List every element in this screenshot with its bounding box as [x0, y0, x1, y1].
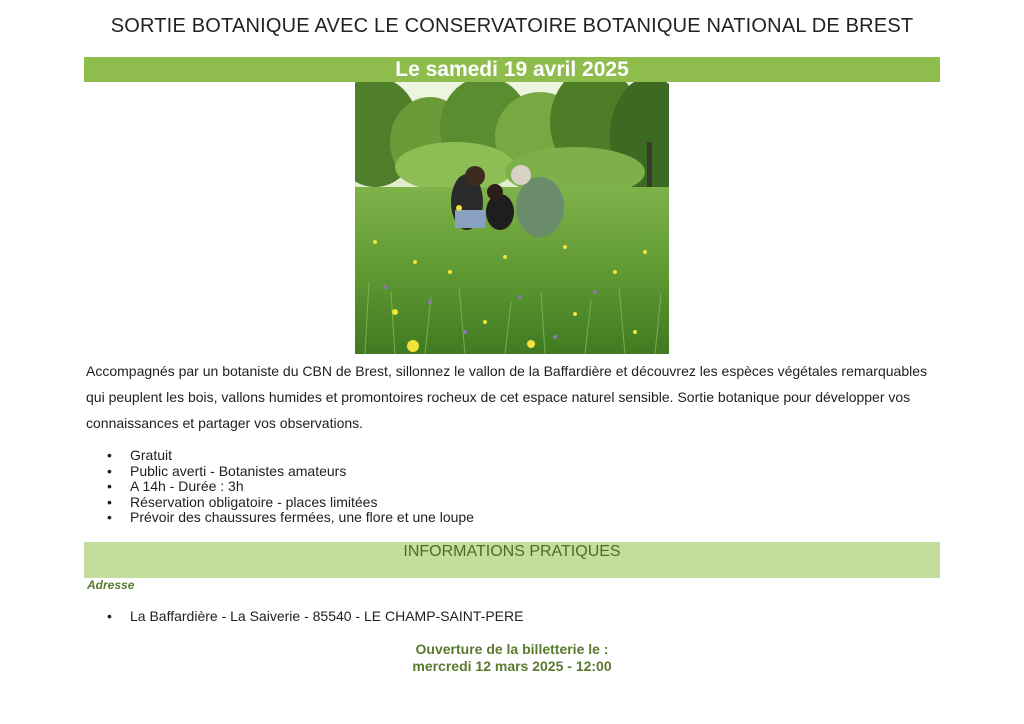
address-label: Adresse — [87, 578, 135, 592]
list-item — [86, 495, 786, 511]
intro-paragraph: Accompagnés par un botaniste du CBN de Brest, sillonnez le vallon de la Baffardière et découvrez les espèces végétales remarquables qui peuplent les bois, vallons humides et promontoires rocheux de cet espace naturel sensible. Sortie botanique pour développer vos connaissances et partager vos observations. — [86, 363, 928, 431]
features-list — [86, 448, 786, 526]
list-item — [86, 609, 786, 625]
bullet: • — [107, 462, 112, 479]
ticketing-info — [0, 641, 1024, 675]
list-item — [86, 510, 786, 526]
address-text: La Baffardière - La Saiverie - 85540 - LE CHAMP-SAINT-PERE — [130, 608, 524, 624]
info-heading: INFORMATIONS PRATIQUES — [403, 543, 621, 560]
page-title: SORTIE BOTANIQUE AVEC LE CONSERVATOIRE BOTANIQUE NATIONAL DE BREST — [110, 15, 914, 37]
address-list — [86, 609, 786, 625]
bullet: • — [107, 509, 112, 525]
bullet: • — [107, 493, 112, 510]
list-item-text: Gratuit — [130, 447, 173, 463]
list-item — [86, 448, 786, 464]
bullet: • — [107, 608, 112, 624]
date-banner: Le samedi 19 avril 2025 — [84, 57, 940, 82]
list-item-text: Réservation obligatoire - places limitées — [130, 493, 378, 510]
list-item — [86, 479, 786, 495]
event-photo — [355, 82, 669, 354]
ticketing-line-2: mercredi 12 mars 2025 - 12:00 — [412, 658, 612, 674]
list-item — [86, 464, 786, 480]
list-item-text: Public averti - Botanistes amateurs — [130, 462, 347, 479]
ticketing-line-1: Ouverture de la billetterie le : — [415, 641, 609, 657]
bullet: • — [107, 447, 112, 463]
list-item-text: A 14h - Durée : 3h — [130, 478, 244, 494]
info-heading-bar — [84, 542, 940, 578]
bullet: • — [107, 478, 112, 494]
list-item-text: Prévoir des chaussures fermées, une flore et une loupe — [130, 509, 474, 525]
